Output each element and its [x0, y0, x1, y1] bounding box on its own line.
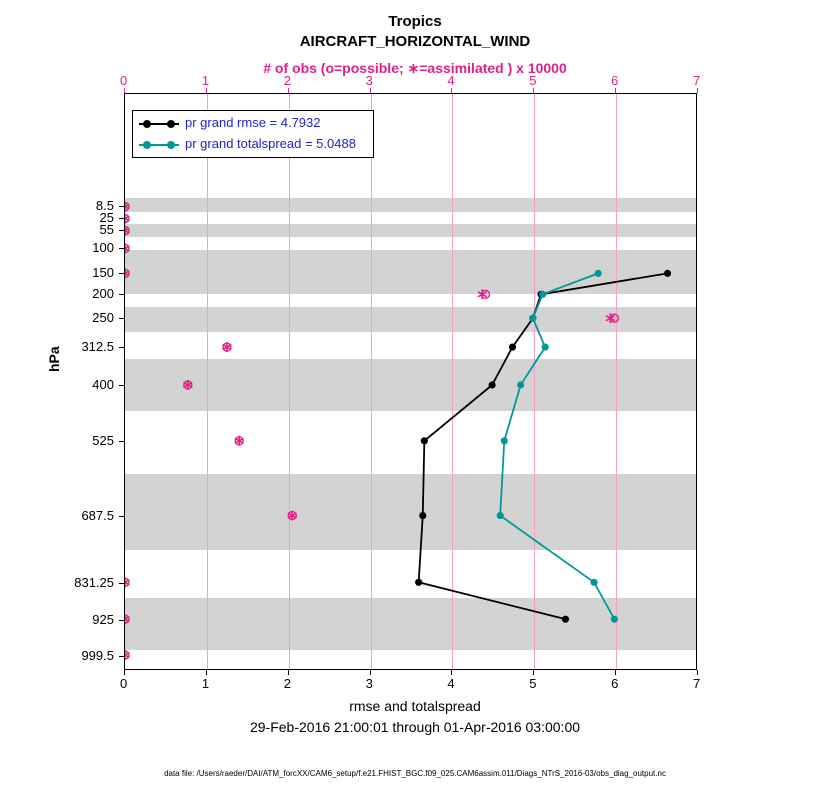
totalspread-point [542, 344, 549, 351]
totalspread-point [501, 437, 508, 444]
bottom-tick-mark [124, 670, 125, 675]
legend-item-rmse [133, 113, 373, 135]
y-tick-label: 312.5 [81, 339, 114, 354]
y-tick-label: 925 [92, 612, 114, 627]
top-axis-title: # of obs (o=possible; ∗=assimilated ) x 10000 [263, 60, 567, 76]
legend-label-rmse: pr grand rmse = 4.7932 [185, 115, 321, 130]
y-tick-label: 150 [92, 265, 114, 280]
totalspread-point [539, 291, 546, 298]
legend [132, 110, 374, 158]
top-tick-mark [697, 88, 698, 93]
y-tick-label: 100 [92, 240, 114, 255]
legend-item-totalspread [133, 134, 373, 156]
y-tick-label: 250 [92, 310, 114, 325]
y-tick-label: 999.5 [81, 648, 114, 663]
legend-dot-totalspread-right [167, 141, 175, 149]
chart-title-variable: AIRCRAFT_HORIZONTAL_WIND [299, 33, 531, 50]
bottom-tick-mark [697, 670, 698, 675]
plot-area [124, 93, 697, 670]
top-tick-label: 5 [529, 73, 537, 88]
legend-label-totalspread: pr grand totalspread = 5.0488 [185, 136, 356, 151]
y-tick-label: 831.25 [74, 575, 114, 590]
rmse-point [509, 344, 516, 351]
totalspread-point [517, 381, 524, 388]
top-tick-label: 3 [365, 73, 373, 88]
top-tick-label: 4 [447, 73, 455, 88]
y-tick-label: 200 [92, 286, 114, 301]
rmse-point [419, 512, 426, 519]
rmse-line [419, 273, 668, 619]
series-canvas [125, 94, 696, 669]
rmse-point [489, 381, 496, 388]
bottom-tick-mark [615, 670, 616, 675]
bottom-tick-mark [288, 670, 289, 675]
top-tick-label: 0 [120, 73, 128, 88]
bottom-tick-mark [370, 670, 371, 675]
y-tick-label: 400 [92, 377, 114, 392]
totalspread-point [595, 270, 602, 277]
bottom-tick-label: 5 [529, 676, 537, 691]
x-axis-label: rmse and totalspread [349, 698, 481, 714]
bottom-tick-mark [533, 670, 534, 675]
legend-dot-rmse-right [167, 120, 175, 128]
bottom-tick-label: 3 [365, 676, 373, 691]
bottom-tick-label: 2 [283, 676, 291, 691]
y-tick-label: 687.5 [81, 508, 114, 523]
y-tick-label: 25 [99, 210, 114, 225]
bottom-tick-label: 4 [447, 676, 455, 691]
top-tick-label: 1 [201, 73, 210, 88]
legend-dot-rmse-left [143, 120, 151, 128]
chart-title-region: Tropics [388, 13, 442, 30]
y-axis-label: hPa [46, 346, 62, 372]
bottom-tick-mark [206, 670, 207, 675]
legend-dot-totalspread-left [143, 141, 151, 149]
rmse-point [664, 270, 671, 277]
top-tick-label: 7 [693, 73, 701, 88]
top-tick-label: 2 [283, 73, 291, 88]
bottom-tick-mark [451, 670, 452, 675]
y-tick-label: 55 [99, 222, 114, 237]
totalspread-point [590, 579, 597, 586]
bottom-tick-label: 1 [201, 676, 210, 691]
bottom-tick-label: 7 [693, 676, 701, 691]
top-tick-label: 6 [611, 73, 619, 88]
rmse-point [415, 579, 422, 586]
y-tick-label: 8.5 [95, 198, 114, 213]
data-file-caption: data file: /Users/raeder/DAI/ATM_forcXX/CAM6_setup/f.e21.FHIST_BGC.f09_025.CAM6assim.011/Diags_NTrS_2016-03/obs_diag_output.nc [164, 769, 666, 778]
rmse-point [421, 437, 428, 444]
totalspread-point [611, 616, 618, 623]
totalspread-line [500, 273, 614, 619]
rmse-point [562, 616, 569, 623]
date-range-caption: 29-Feb-2016 21:00:01 through 01-Apr-2016 03:00:00 [249, 719, 581, 735]
totalspread-point [529, 315, 536, 322]
y-tick-label: 525 [92, 433, 114, 448]
bottom-tick-label: 0 [120, 676, 128, 691]
totalspread-point [497, 512, 504, 519]
bottom-tick-label: 6 [611, 676, 619, 691]
